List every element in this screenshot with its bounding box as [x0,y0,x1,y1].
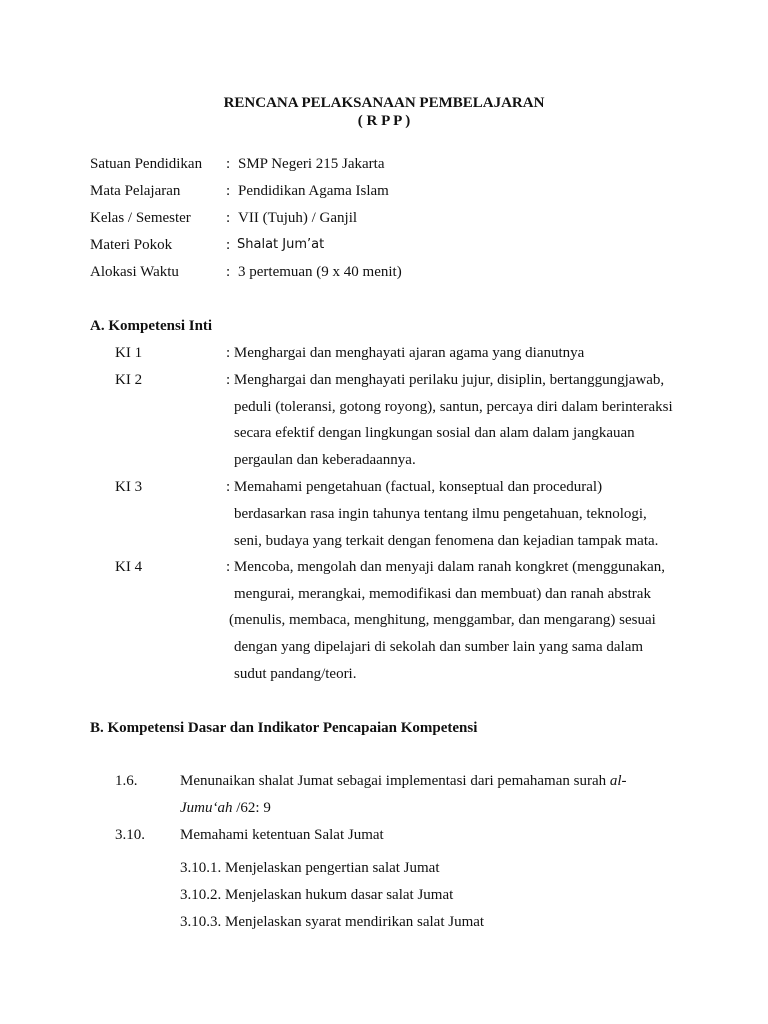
identity-value: VII (Tujuh) / Ganjil [238,210,358,226]
identity-label: Satuan Pendidikan [90,156,203,172]
identity-colon: : [226,210,231,226]
ki-text: peduli (toleransi, gotong royong), santun, percaya diri dalam berinteraksi [234,399,673,415]
ki-text: mengurai, merangkai, memodifikasi dan membuat) dan ranah abstrak [234,586,651,602]
ki-text: sudut pandang/teori. [234,666,357,682]
document-subtitle: ( R P P ) [357,113,411,129]
kd-text-continued: Jumu‘ah /62: 9 [180,800,271,816]
kd-number: 1.6. [115,773,138,789]
ki-text: : Menghargai dan menghayati perilaku jujur, disiplin, bertanggungjawab, [226,372,665,388]
identity-colon: : [226,156,231,172]
identity-label: Materi Pokok [90,237,173,253]
kd-text: Menunaikan shalat Jumat sebagai implementasi dari pemahaman surah al- [180,773,627,789]
ki-code: KI 1 [115,345,143,361]
ki-text: seni, budaya yang terkait dengan fenomena dan kejadian tampak mata. [234,533,659,549]
indicator-item: 3.10.3. Menjelaskan syarat mendirikan salat Jumat [180,914,485,930]
kd-text: Memahami ketentuan Salat Jumat [180,827,384,843]
kd-number: 3.10. [115,827,145,843]
ki-code: KI 4 [115,559,143,575]
identity-value: Shalat Jum’at [237,237,325,252]
ki-text: : Memahami pengetahuan (factual, konseptual dan procedural) [226,479,603,495]
ki-code: KI 3 [115,479,143,495]
identity-label: Mata Pelajaran [90,183,181,199]
identity-value: 3 pertemuan (9 x 40 menit) [238,264,402,280]
identity-colon: : [226,264,231,280]
ki-text: pergaulan dan keberadaannya. [234,452,416,468]
ki-text: : Menghargai dan menghayati ajaran agama yang dianutnya [226,345,585,361]
identity-value: Pendidikan Agama Islam [238,183,389,199]
identity-label: Alokasi Waktu [90,264,179,280]
identity-label: Kelas / Semester [90,210,191,226]
ki-code: KI 2 [115,372,143,388]
identity-colon: : [226,237,231,253]
ki-text: : Mencoba, mengolah dan menyaji dalam ranah kongkret (menggunakan, [226,559,666,575]
section-b-heading: B. Kompetensi Dasar dan Indikator Pencapaian Kompetensi [90,720,478,736]
section-a-heading: A. Kompetensi Inti [90,318,213,334]
identity-value: SMP Negeri 215 Jakarta [238,156,385,172]
identity-colon: : [226,183,231,199]
ki-text: berdasarkan rasa ingin tahunya tentang ilmu pengetahuan, teknologi, [234,506,647,522]
document-title: RENCANA PELAKSANAAN PEMBELAJARAN [223,95,545,111]
ki-text: (menulis, membaca, menghitung, menggambar, dan mengarang) sesuai [229,612,656,628]
indicator-item: 3.10.1. Menjelaskan pengertian salat Jumat [180,860,440,876]
indicator-item: 3.10.2. Menjelaskan hukum dasar salat Jumat [180,887,454,903]
ki-text: secara efektif dengan lingkungan sosial dan alam dalam jangkauan [234,425,635,441]
ki-text: dengan yang dipelajari di sekolah dan sumber lain yang sama dalam [234,639,644,655]
